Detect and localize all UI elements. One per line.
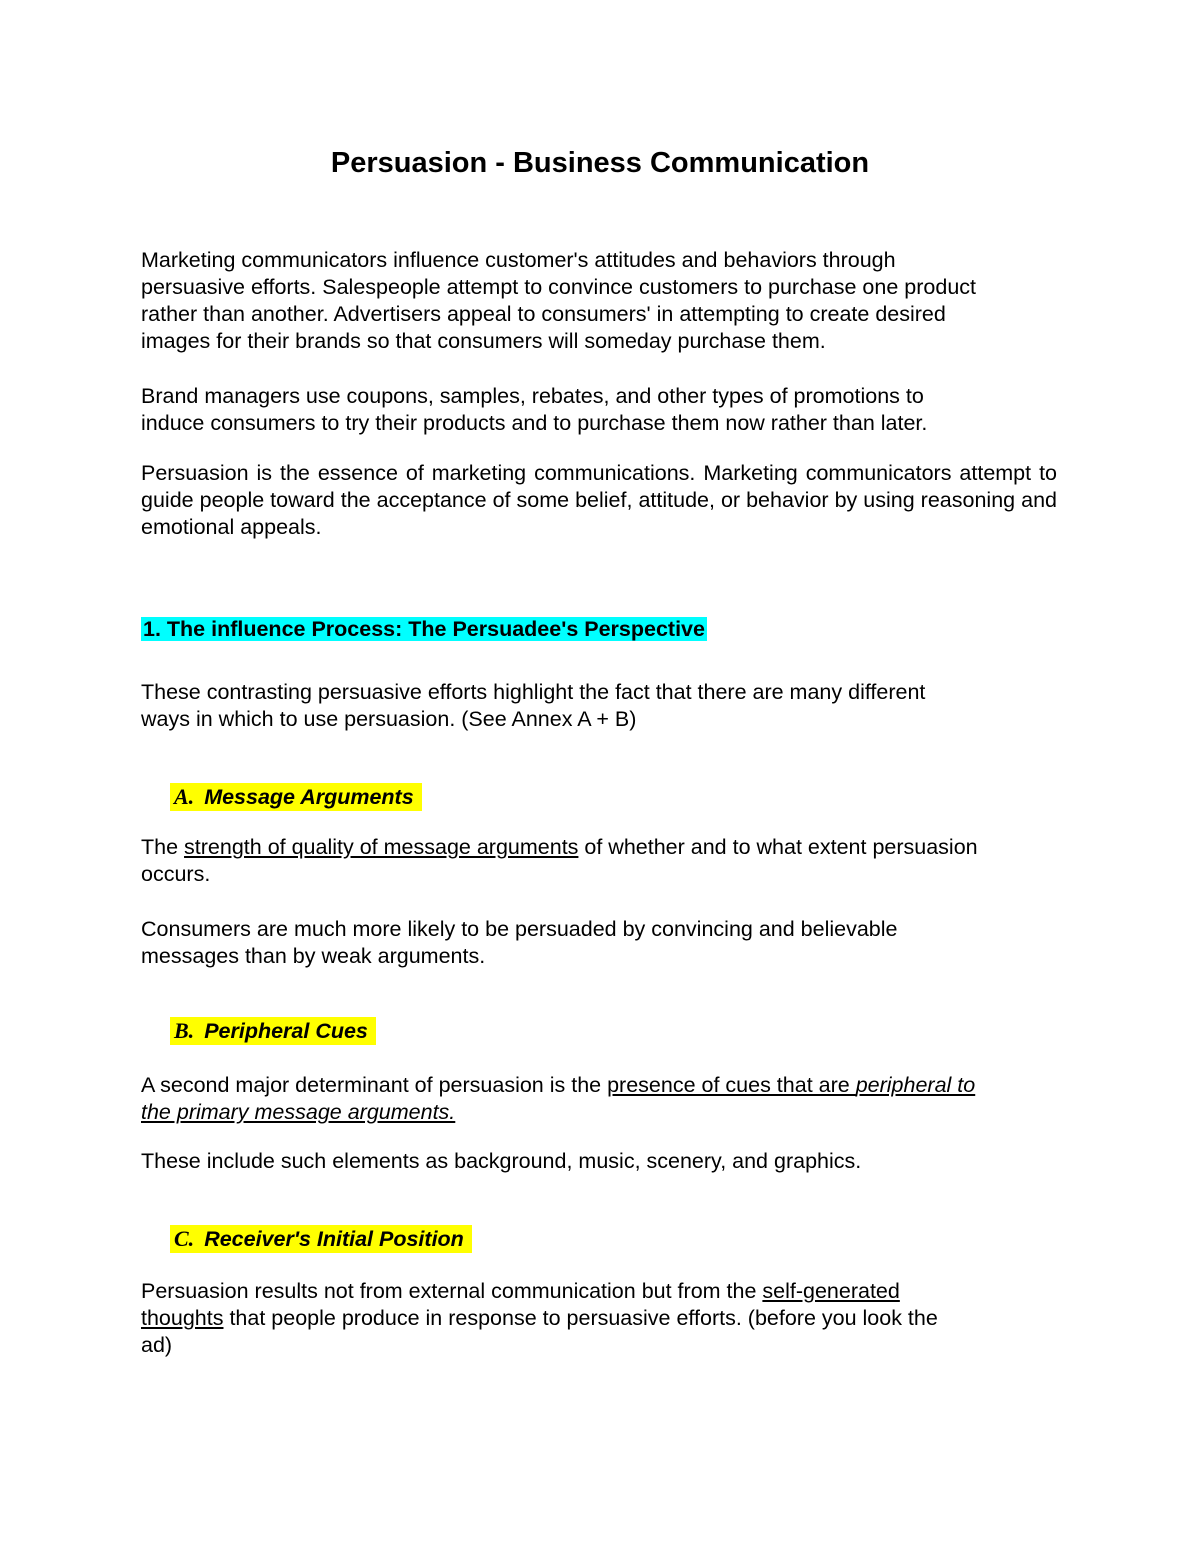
sub-b-paragraph-2: These include such elements as background, music, scenery, and graphics. <box>141 1149 862 1173</box>
intro-paragraph-1 <box>141 247 1061 355</box>
text-line <box>141 1099 1061 1126</box>
underlined-phrase: thoughts <box>141 1306 224 1330</box>
section-heading-text: 1. The influence Process: The Persuadee's Perspective <box>143 617 705 641</box>
subheading-text: Message Arguments <box>204 785 414 809</box>
section-heading <box>141 614 707 644</box>
subheading-letter: C. <box>174 1226 195 1251</box>
text-line <box>141 1305 1061 1332</box>
subheading-letter: B. <box>174 1018 195 1043</box>
subheading-c <box>170 1224 472 1254</box>
subheading-letter: A. <box>174 784 195 809</box>
sub-a-paragraph-1 <box>141 834 1061 888</box>
sub-a-paragraph-2 <box>141 916 1061 970</box>
subheading-a <box>170 782 422 812</box>
subheading-text: Receiver's Initial Position <box>204 1227 464 1251</box>
section-paragraph <box>141 679 1061 733</box>
text-line <box>141 834 1061 861</box>
text-line: messages than by weak arguments. <box>141 944 486 968</box>
sub-b-paragraph-1 <box>141 1072 1061 1126</box>
text-run: The <box>141 835 185 859</box>
intro-paragraph-3: Persuasion is the essence of marketing communications. Marketing communicators attempt to guide people toward the acceptance of some belief, attitude, or behavior by using reasoning and emotional appeals. <box>141 461 1057 539</box>
text-line: These contrasting persuasive efforts highlight the fact that there are many different <box>141 680 926 704</box>
text-run: of whether and to what extent persuasion <box>578 835 978 859</box>
subheading-a-highlight <box>170 783 422 811</box>
subheading-b-highlight <box>170 1017 376 1045</box>
text-run: A second major determinant of persuasion is the <box>141 1073 608 1097</box>
text-line: rather than another. Advertisers appeal to consumers' in attempting to create desired <box>141 302 946 326</box>
subheading-b <box>170 1016 376 1046</box>
subheading-text: Peripheral Cues <box>204 1019 368 1043</box>
underlined-phrase: presence of cues that are <box>607 1073 856 1097</box>
page-title: Persuasion - Business Communication <box>330 147 870 179</box>
underlined-italic-phrase: the primary message arguments. <box>141 1100 456 1124</box>
text-line: Brand managers use coupons, samples, rebates, and other types of promotions to <box>141 384 924 408</box>
text-line: induce consumers to try their products and to purchase them now rather than later. <box>141 411 928 435</box>
intro-paragraph-2 <box>141 383 1061 437</box>
underlined-italic-phrase: peripheral to <box>855 1073 976 1097</box>
text-line: Consumers are much more likely to be persuaded by convincing and believable <box>141 917 898 941</box>
underlined-phrase: self-generated <box>762 1279 900 1303</box>
sub-c-paragraph <box>141 1278 1061 1359</box>
subheading-c-highlight <box>170 1225 472 1253</box>
text-line: ways in which to use persuasion. (See Annex A + B) <box>141 707 637 731</box>
text-line: occurs. <box>141 862 211 886</box>
underlined-phrase: strength of quality of message arguments <box>184 835 579 859</box>
text-line: ad) <box>141 1333 173 1357</box>
text-run: that people produce in response to persuasive efforts. (before you look the <box>223 1306 938 1330</box>
text-run: Persuasion results not from external communication but from the <box>141 1279 763 1303</box>
text-line <box>141 1278 1061 1305</box>
text-line: Marketing communicators influence customer's attitudes and behaviors through <box>141 248 896 272</box>
text-line <box>141 1072 1061 1099</box>
text-line: persuasive efforts. Salespeople attempt to convince customers to purchase one product <box>141 275 976 299</box>
text-line: images for their brands so that consumers will someday purchase them. <box>141 329 826 353</box>
